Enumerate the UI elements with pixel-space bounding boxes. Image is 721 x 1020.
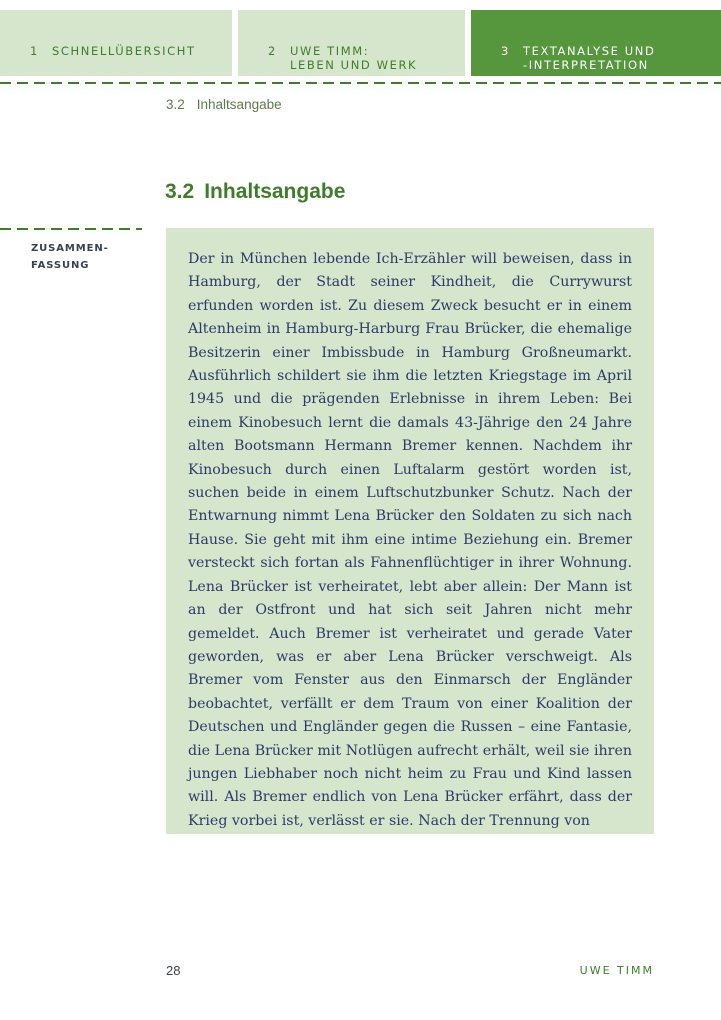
- summary-box: [166, 228, 654, 834]
- tab-label: [290, 44, 417, 72]
- tab-label-line1: UWE TIMM:: [290, 44, 370, 58]
- tab-number: 3: [501, 44, 510, 58]
- breadcrumb: [166, 97, 282, 112]
- nav-tab-schnelluebersicht[interactable]: [0, 10, 232, 76]
- breadcrumb-title: Inhaltsangabe: [196, 97, 282, 112]
- page-number: 28: [166, 963, 181, 978]
- header-dashed-divider: [0, 82, 721, 84]
- tab-label-line1: TEXTANALYSE UND: [523, 44, 656, 58]
- section-title: Inhaltsangabe: [204, 180, 346, 203]
- tab-label: [52, 44, 196, 58]
- tab-number: 2: [268, 44, 277, 58]
- section-heading: [165, 180, 345, 204]
- breadcrumb-number: 3.2: [166, 97, 185, 112]
- nav-tab-textanalyse-active[interactable]: [471, 10, 721, 76]
- tab-label-line1: SCHNELLÜBERSICHT: [52, 44, 196, 58]
- nav-tab-uwe-timm-leben-und-werk[interactable]: [238, 10, 465, 76]
- running-head: UWE TIMM: [579, 964, 654, 977]
- tab-label-line2: LEBEN UND WERK: [290, 58, 418, 72]
- margin-note-line1: ZUSAMMEN-: [31, 243, 109, 254]
- margin-note-line2: FASSUNG: [31, 260, 90, 271]
- margin-note: [31, 240, 131, 274]
- tab-label: [523, 44, 655, 72]
- tab-number: 1: [30, 44, 39, 58]
- section-number: 3.2: [165, 180, 195, 203]
- summary-text: Der in München lebende Ich-Erzähler will beweisen, dass in Hamburg, der Stadt seiner Kindheit, die Currywurst erfunden worden ist. Zu diesem Zweck besucht er in einem Altenheim in Hamburg-Harburg Frau Brücker, die ehemalige Besitzerin einer Imbissbude in Hamburg Großneumarkt. Ausführlich schildert sie ihm die letzten Kriegstage im April 1945 und die prägenden Erlebnisse in ihrem Leben: Bei einem Kinobesuch lernt die damals 43-Jährige den 24 Jahre alten Bootsmann Hermann Bremer kennen. Nachdem ihr Kinobesuch durch einen Luftalarm gestört worden ist, suchen beide in einem Luftschutzbunker Schutz. Nach der Entwarnung nimmt Lena Brücker den Soldaten zu sich nach Hause. Sie geht mit ihm eine intime Beziehung ein. Bremer versteckt sich fortan als Fahnenflüchtiger in ihrer Wohnung. Lena Brücker ist verheiratet, lebt aber allein: Der Mann ist an der Ostfront und hat sich seit Jahren nicht mehr gemeldet. Auch Bremer ist verheiratet und gerade Vater geworden, was er aber Lena Brücker verschweigt. Als Bremer vom Fenster aus den Einmarsch der Engländer beobachtet, verfällt er dem Traum von einer Koalition der Deutschen und Engländer gegen die Russen – eine Fantasie, die Lena Brücker mit Notlügen aufrecht erhält, weil sie ihren jungen Liebhaber noch nicht heim zu Frau und Kind lassen will. Als Bremer endlich von Lena Brücker erfährt, dass der Krieg vorbei ist, verlässt er sie. Nach der Trennung von: [188, 251, 632, 829]
- sidenote-dashed-divider: [0, 228, 142, 230]
- tab-label-line2: -INTERPRETATION: [523, 58, 649, 72]
